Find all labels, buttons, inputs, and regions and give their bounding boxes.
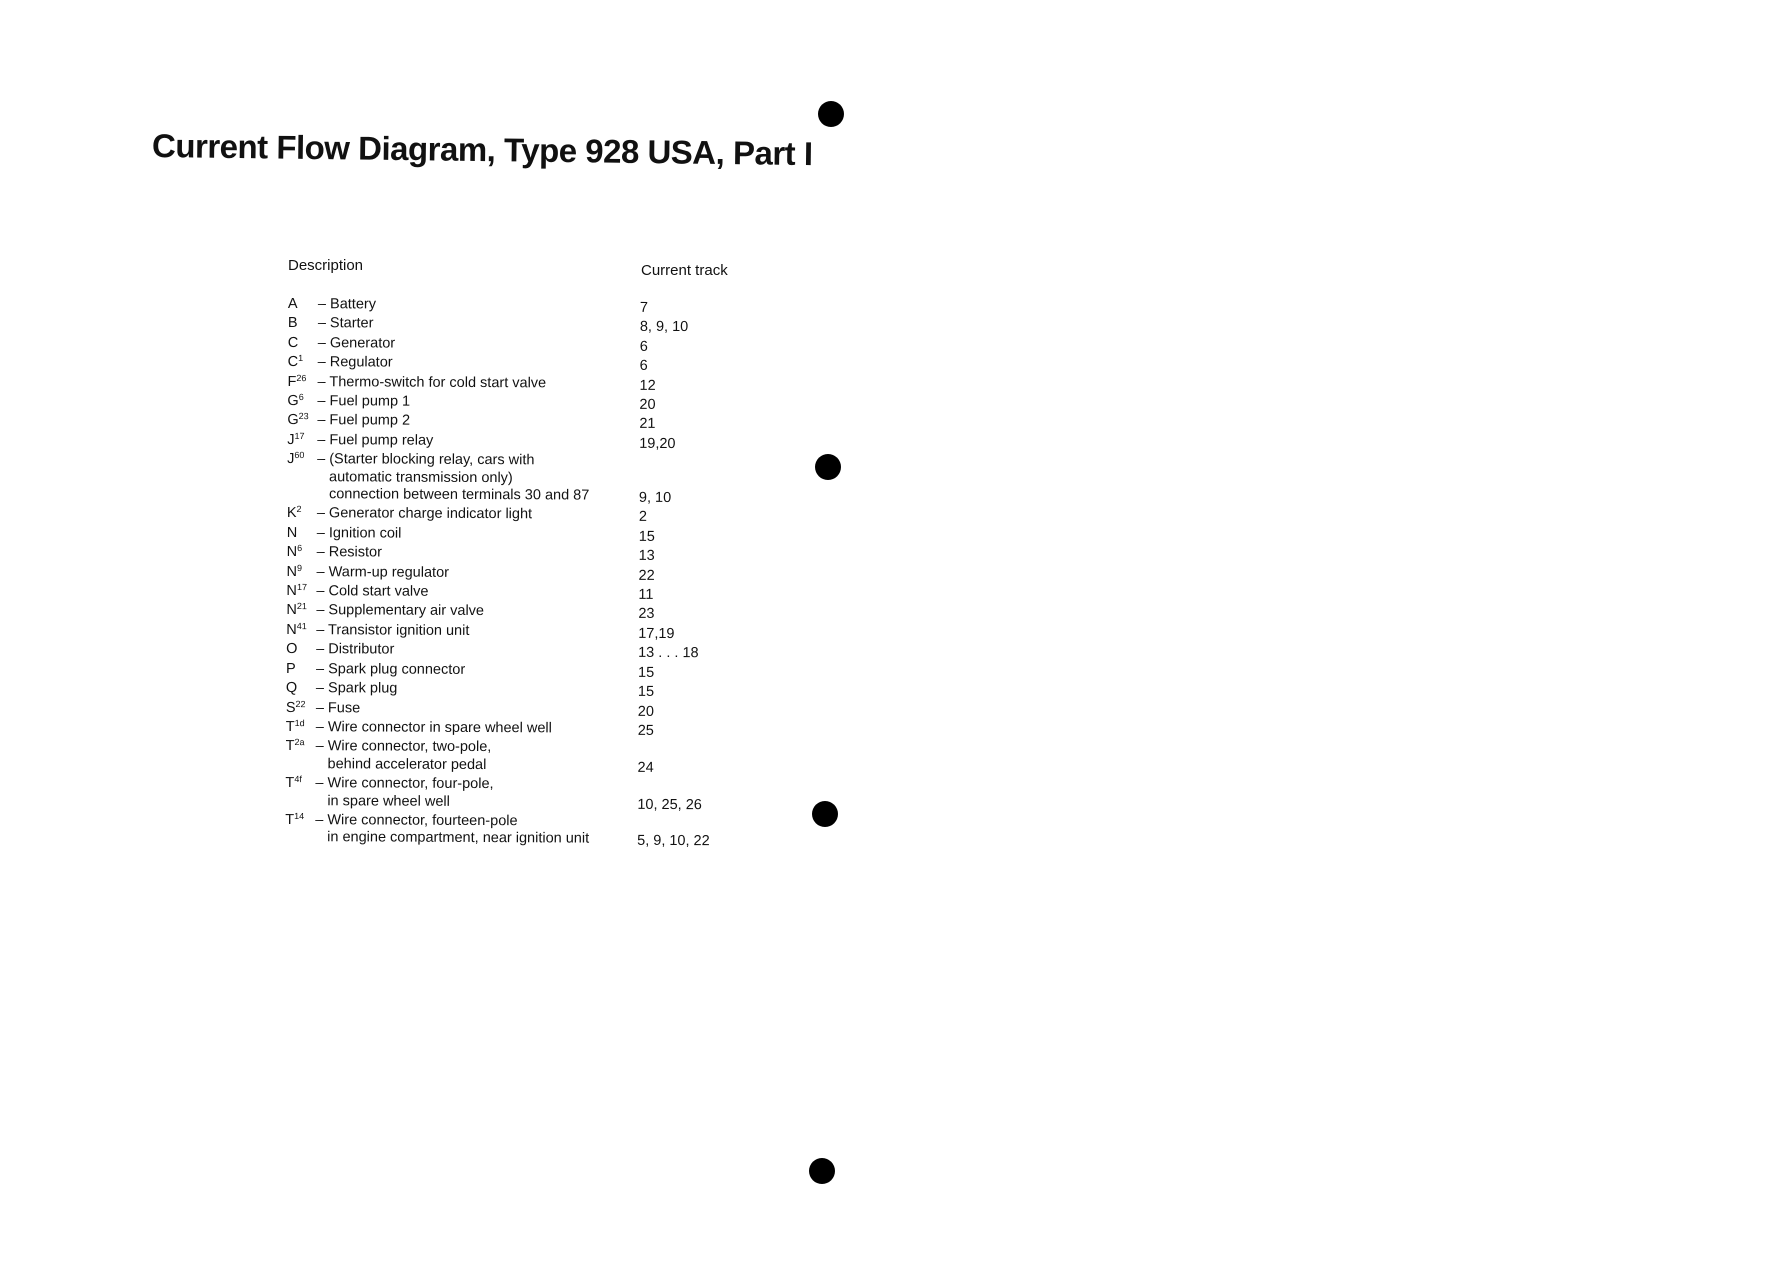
component-description bbox=[317, 525, 639, 544]
legend-row bbox=[286, 622, 746, 644]
current-track-value: 25 bbox=[637, 722, 654, 739]
legend-row bbox=[286, 564, 746, 586]
current-track-value: 19,20 bbox=[639, 435, 676, 452]
component-code bbox=[288, 354, 318, 372]
component-letter: K bbox=[286, 505, 297, 522]
component-description bbox=[316, 738, 638, 774]
legend-row bbox=[286, 661, 746, 683]
component-legend-list bbox=[285, 296, 748, 851]
legend-row bbox=[288, 296, 748, 318]
description-line: – Fuel pump 2 bbox=[317, 412, 411, 430]
component-index: 21 bbox=[296, 601, 307, 612]
legend-row bbox=[287, 432, 747, 454]
current-track-value: 21 bbox=[639, 416, 656, 433]
current-track-value: 9, 10 bbox=[638, 489, 672, 507]
legend-row bbox=[287, 451, 747, 508]
component-description bbox=[316, 661, 638, 680]
component-letter: J bbox=[287, 451, 295, 468]
component-description bbox=[318, 354, 640, 373]
component-index: 41 bbox=[296, 620, 307, 631]
component-index: 60 bbox=[294, 450, 305, 461]
current-track-cell bbox=[639, 546, 739, 566]
component-description bbox=[318, 374, 640, 393]
track-spacer bbox=[639, 472, 739, 490]
component-description bbox=[317, 564, 639, 583]
component-code bbox=[287, 432, 317, 450]
component-index: 9 bbox=[297, 562, 303, 573]
current-track-cell bbox=[638, 565, 738, 585]
component-code bbox=[288, 296, 318, 314]
description-line: connection between terminals 30 and 87 bbox=[328, 486, 590, 504]
legend-row bbox=[286, 680, 746, 702]
description-line: in spare wheel well bbox=[327, 792, 450, 810]
component-index: 1d bbox=[294, 717, 305, 728]
current-track-value: 24 bbox=[637, 759, 654, 776]
component-letter: N bbox=[286, 563, 298, 580]
component-code bbox=[285, 812, 315, 830]
legend-row bbox=[285, 812, 745, 851]
component-index: 26 bbox=[296, 372, 307, 383]
component-letter: J bbox=[287, 431, 295, 448]
current-track-cell bbox=[639, 453, 739, 508]
current-track-value: 5, 9, 10, 22 bbox=[637, 833, 710, 850]
component-letter: F bbox=[287, 373, 297, 390]
description-line: – Thermo-switch for cold start valve bbox=[317, 373, 547, 391]
current-track-value: 13 bbox=[638, 548, 655, 565]
current-track-cell bbox=[638, 604, 738, 624]
current-track-value: 12 bbox=[639, 377, 656, 394]
component-description bbox=[316, 641, 638, 660]
current-track-cell bbox=[640, 356, 740, 376]
punch-hole-4 bbox=[809, 1158, 835, 1184]
legend-row bbox=[288, 335, 748, 357]
component-letter: C bbox=[287, 334, 299, 351]
punch-hole-1 bbox=[818, 101, 844, 127]
component-description bbox=[318, 296, 640, 315]
current-track-value: 8, 9, 10 bbox=[639, 319, 689, 336]
description-line: – Cold start valve bbox=[316, 583, 429, 600]
component-letter: N bbox=[286, 524, 298, 541]
component-index: 2a bbox=[294, 737, 305, 748]
track-spacer bbox=[637, 816, 737, 834]
current-track-value: 7 bbox=[639, 299, 649, 316]
track-spacer bbox=[639, 455, 739, 473]
description-line: – Supplementary air valve bbox=[316, 602, 485, 620]
current-track-cell bbox=[638, 721, 738, 741]
component-description bbox=[316, 583, 638, 602]
description-line: – Starter bbox=[317, 315, 374, 332]
legend-row bbox=[286, 641, 746, 663]
component-index: 6 bbox=[297, 543, 303, 554]
component-code bbox=[286, 602, 316, 620]
component-code bbox=[286, 719, 316, 737]
description-line: – Transistor ignition unit bbox=[316, 622, 470, 639]
description-line: – Regulator bbox=[317, 354, 393, 371]
component-letter: Q bbox=[285, 680, 298, 697]
current-track-cell bbox=[639, 375, 739, 395]
component-code bbox=[286, 641, 316, 659]
description-line: in engine compartment, near ignition unit bbox=[327, 829, 590, 847]
description-line: – (Starter blocking relay, cars with bbox=[317, 451, 535, 469]
track-spacer bbox=[638, 742, 738, 760]
current-track-value: 10, 25, 26 bbox=[637, 796, 702, 813]
component-letter: N bbox=[286, 602, 297, 619]
component-code bbox=[287, 393, 317, 411]
description-line: – Battery bbox=[317, 296, 377, 313]
legend-row bbox=[287, 505, 747, 527]
description-line: – Spark plug bbox=[315, 680, 398, 697]
current-track-cell bbox=[639, 527, 739, 547]
description-line: – Generator bbox=[317, 334, 396, 352]
current-track-cell bbox=[640, 298, 740, 318]
component-letter: O bbox=[286, 641, 298, 658]
current-track-value: 20 bbox=[639, 396, 656, 413]
component-code bbox=[287, 564, 317, 582]
component-letter: P bbox=[286, 660, 296, 677]
current-track-cell bbox=[638, 663, 738, 683]
current-track-value: 11 bbox=[638, 586, 654, 603]
description-line: – Ignition coil bbox=[316, 524, 402, 542]
punch-hole-3 bbox=[812, 801, 838, 827]
legend-row bbox=[287, 374, 747, 396]
description-column-header: Description bbox=[288, 257, 364, 274]
component-letter: N bbox=[286, 544, 298, 561]
description-line: – Wire connector, two-pole, bbox=[315, 738, 492, 756]
current-track-cell bbox=[637, 814, 737, 851]
legend-row bbox=[286, 602, 746, 624]
component-letter: N bbox=[286, 621, 297, 638]
description-line: – Wire connector in spare wheel well bbox=[315, 719, 552, 737]
component-code bbox=[288, 335, 318, 353]
current-track-value: 23 bbox=[638, 606, 655, 623]
description-line: behind accelerator pedal bbox=[327, 755, 487, 773]
current-track-cell bbox=[639, 414, 739, 434]
current-track-value: 15 bbox=[637, 664, 655, 681]
component-code bbox=[288, 315, 318, 333]
component-code bbox=[287, 505, 317, 523]
component-code bbox=[285, 775, 315, 793]
component-index: 4f bbox=[294, 774, 302, 785]
component-description bbox=[317, 393, 639, 412]
current-track-cell bbox=[637, 740, 737, 777]
description-line: – Fuel pump relay bbox=[317, 431, 434, 449]
current-track-cell bbox=[638, 682, 738, 702]
component-description bbox=[317, 432, 639, 451]
current-track-cell bbox=[638, 701, 738, 721]
current-track-cell bbox=[640, 337, 740, 357]
current-track-value: 17,19 bbox=[638, 625, 675, 642]
current-track-value: 15 bbox=[637, 683, 655, 701]
component-description bbox=[315, 812, 637, 848]
component-letter: A bbox=[287, 296, 298, 313]
component-description bbox=[317, 544, 639, 563]
component-code bbox=[286, 622, 316, 640]
current-track-cell bbox=[638, 585, 738, 605]
current-track-value: 20 bbox=[637, 703, 655, 720]
punch-hole-2 bbox=[815, 454, 841, 480]
component-index: 6 bbox=[298, 392, 304, 403]
current-track-cell bbox=[640, 317, 740, 337]
component-index: 14 bbox=[294, 810, 305, 821]
track-spacer bbox=[637, 779, 737, 797]
current-track-cell bbox=[638, 624, 738, 644]
component-letter: C bbox=[287, 354, 299, 371]
description-line: – Wire connector, fourteen-pole bbox=[315, 812, 518, 830]
component-code bbox=[286, 699, 316, 717]
page-title: Current Flow Diagram, Type 928 USA, Part I bbox=[151, 127, 813, 173]
component-description bbox=[317, 451, 639, 505]
component-letter: N bbox=[286, 583, 297, 600]
current-track-cell bbox=[639, 395, 739, 415]
current-track-cell bbox=[639, 507, 739, 527]
legend-row bbox=[285, 775, 745, 814]
legend-row bbox=[286, 719, 746, 741]
component-index: 17 bbox=[294, 430, 305, 441]
component-description bbox=[316, 680, 638, 699]
component-code bbox=[288, 374, 318, 392]
component-description bbox=[317, 506, 639, 525]
component-index: 22 bbox=[295, 698, 306, 709]
component-code bbox=[286, 661, 316, 679]
current-track-value: 15 bbox=[638, 528, 655, 545]
component-letter: T bbox=[285, 775, 295, 792]
component-description bbox=[317, 413, 639, 432]
component-code bbox=[287, 525, 317, 543]
component-code bbox=[287, 544, 317, 562]
description-line: – Spark plug connector bbox=[316, 660, 466, 678]
component-code bbox=[286, 738, 316, 756]
component-description bbox=[316, 603, 638, 622]
component-description bbox=[316, 622, 638, 641]
component-index: 23 bbox=[298, 411, 309, 422]
description-line: automatic transmission only) bbox=[329, 468, 513, 486]
component-index: 2 bbox=[296, 504, 302, 515]
legend-row bbox=[287, 544, 747, 566]
component-index: 1 bbox=[298, 353, 304, 364]
description-line: – Fuel pump 1 bbox=[317, 393, 411, 410]
legend-row bbox=[285, 738, 745, 777]
legend-row bbox=[287, 525, 747, 547]
component-description bbox=[315, 775, 637, 811]
component-code bbox=[287, 412, 317, 430]
legend-row bbox=[286, 583, 746, 605]
description-line: – Wire connector, four-pole, bbox=[315, 775, 494, 793]
legend-row bbox=[286, 699, 746, 721]
current-track-column-header: Current track bbox=[641, 262, 728, 279]
component-letter: T bbox=[285, 738, 295, 755]
legend-row bbox=[287, 412, 747, 434]
component-letter: T bbox=[285, 811, 295, 828]
component-letter: B bbox=[287, 315, 298, 332]
component-description bbox=[316, 719, 638, 738]
current-track-cell bbox=[638, 643, 738, 663]
component-description bbox=[316, 700, 638, 719]
legend-row bbox=[288, 354, 748, 376]
component-index: 17 bbox=[296, 582, 308, 593]
component-code bbox=[287, 451, 317, 469]
current-track-value: 22 bbox=[638, 567, 655, 584]
description-line: – Fuse bbox=[315, 699, 361, 716]
description-line: – Distributor bbox=[316, 641, 395, 658]
current-track-value: 2 bbox=[638, 509, 647, 526]
component-code bbox=[286, 680, 316, 698]
description-line: – Resistor bbox=[316, 544, 382, 561]
component-description bbox=[318, 335, 640, 354]
component-description bbox=[318, 316, 640, 335]
legend-row bbox=[288, 315, 748, 337]
component-letter: S bbox=[285, 699, 296, 716]
description-line: – Warm-up regulator bbox=[316, 563, 450, 581]
component-code bbox=[286, 583, 316, 601]
current-track-value: 6 bbox=[639, 358, 648, 375]
description-line: – Generator charge indicator light bbox=[316, 505, 533, 523]
current-track-value: 6 bbox=[639, 338, 648, 355]
current-track-cell bbox=[639, 434, 739, 454]
current-track-cell bbox=[637, 777, 737, 814]
component-letter: T bbox=[285, 718, 295, 735]
legend-row bbox=[287, 393, 747, 415]
component-letter: G bbox=[287, 393, 299, 410]
current-track-value: 13 . . . 18 bbox=[638, 645, 699, 662]
component-letter: G bbox=[287, 412, 299, 429]
